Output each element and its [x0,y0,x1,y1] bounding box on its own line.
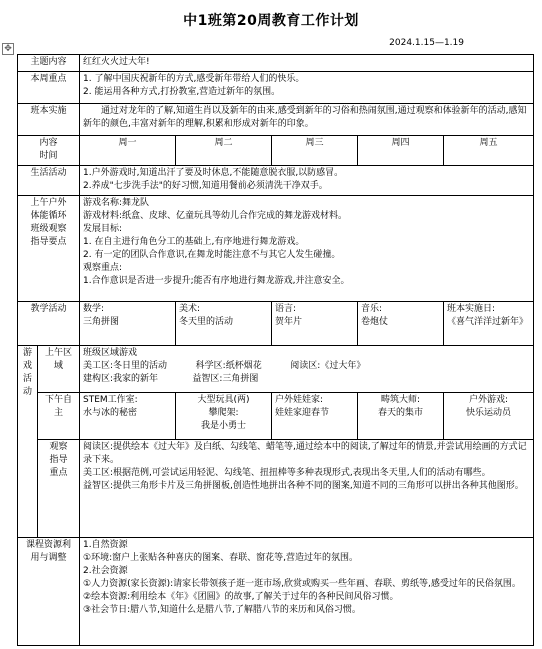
afternoon-cell-content: 我是小勇士 [201,421,247,431]
plan-table [17,54,534,646]
resources-line: ①环境:窗户上张贴各种喜庆的图案、春联、窗花等,营造过年的氛围。 [83,553,358,563]
class-impl-label: 班本实施 [18,104,80,136]
observe-line: 益智区:提供三角形卡片及三角拼图板,创造性地拼出各种不同的图案,知道不同的三角形可以拼出各种其他图形。 [83,481,524,491]
day-tuesday: 周二 [176,136,272,166]
class-impl-text: 通过对龙年的了解,知道生肖以及新年的由来,感受到新年的习俗和热闹氛围,通过观察和体验新年的活动,感知新年的颜色,丰富对新年的理解,积累和形成对新年的印象。 [80,104,534,136]
games-label [18,346,38,538]
afternoon-cell-content: 快乐运动员 [466,408,512,418]
class-impl-row [18,104,534,136]
games-afternoon-row [18,393,534,440]
daily-life-content [80,166,534,196]
teaching-subject: 语言: [275,304,297,314]
teaching-item [358,302,444,346]
focus-content [80,72,534,104]
outdoor-line: 游戏名称:舞龙队 [83,198,150,208]
afternoon-cell [176,393,272,440]
afternoon-cell [80,393,176,440]
teaching-content: 卷炮仗 [361,317,389,327]
outdoor-line: 2. 有一定的团队合作意识,在舞龙时能注意不与其它人发生碰撞。 [83,250,341,260]
afternoon-cell-content: 水与冰的秘密 [83,408,138,418]
daily-life-row [18,166,534,196]
outdoor-line: 发展目标: [83,224,123,234]
resources-line: ③社会节日:腊八节,知道什么是腊八节,了解腊八节的来历和风俗习惯。 [83,605,361,615]
afternoon-cell-title: STEM工作室: [83,395,138,405]
games-label-text: 游戏活动 [22,348,32,397]
outdoor-line: 游戏材料:纸盒、皮球、亿童玩具等幼儿合作完成的舞龙游戏材料。 [83,211,348,221]
focus-line: 2. 能运用各种方式,打扮教室,营造过新年的氛围。 [83,87,281,97]
afternoon-cell-title: 畴筑大师: [380,395,421,405]
resources-line: ①人力资源(家长资源):请家长带领孩子逛一逛市场,欣赏或购买一些年画、春联、剪纸等,感受过年的民俗氛围。 [83,579,521,589]
resources-content [80,538,534,646]
teaching-label: 教学活动 [18,302,80,346]
games-morning-row [18,346,534,393]
theme-value: 红红火火过大年! [80,55,534,72]
afternoon-cell-subtitle: 攀爬架: [208,408,239,418]
page-title: 中1班第20周教育工作计划 [183,13,359,29]
teaching-subject: 班本实施日: [447,304,496,314]
day-monday: 周一 [80,136,176,166]
daily-life-label: 生活活动 [18,166,80,196]
morning-line: 班级区域游戏 [83,348,138,358]
observe-line: 美工区:根据范例,可尝试运用轻泥、勾线笔、扭扭棒等多种表现形式,表现出冬天里,人们的活动有哪些。 [83,468,491,478]
afternoon-cell [358,393,444,440]
outdoor-line: 观察重点: [83,263,123,273]
teaching-subject: 美术: [179,304,201,314]
afternoon-cell-title: 户外娃娃家: [275,395,324,405]
outdoor-line: 1.合作意识是否进一步提升;能否有序地进行舞龙游戏,并注意安全。 [83,276,350,286]
daily-life-line: 1.户外游戏时,知道出汗了要及时休息,不能随意脱衣服,以防感冒。 [83,168,344,178]
theme-row [18,55,534,72]
games-morning-label: 上午区域 [38,346,80,393]
focus-line: 1. 了解中国庆祝新年的方式,感受新年带给人们的快乐。 [83,74,305,84]
table-move-handle-icon[interactable]: ✥ [2,43,14,55]
morning-line: 建构区:我家的新年 益智区:三角拼图 [83,374,259,384]
teaching-content: 三角拼图 [83,317,120,327]
outdoor-label: 上午户外体能循环班级观察指导要点 [18,196,80,302]
teaching-content: 冬天里的活动 [179,317,234,327]
schedule-header-row [18,136,534,166]
resources-label: 课程资源利用与调整 [18,538,80,646]
header-corner-cell [18,136,80,166]
games-morning-content [80,346,534,393]
outdoor-content [80,196,534,302]
outdoor-row [18,196,534,302]
resources-row [18,538,534,646]
teaching-item [272,302,358,346]
teaching-subject: 数学: [83,304,105,314]
day-friday: 周五 [444,136,534,166]
games-observe-row [18,440,534,538]
afternoon-cell-title: 大型玩具(两) [197,395,250,405]
resources-line: 2.社会资源 [83,566,128,576]
games-observe-label: 观察指导重点 [38,440,80,538]
focus-row [18,72,534,104]
header-time-label: 时间 [39,151,58,161]
day-wednesday: 周三 [272,136,358,166]
teaching-item [176,302,272,346]
teaching-item [80,302,176,346]
observe-line: 阅读区:提供绘本《过大年》及白纸、勾线笔、蜡笔等,通过绘本中的阅读,了解过年的情景,并尝试用绘画的方式记录下来。 [83,442,527,465]
teaching-content: 《喜气洋洋过新年》 [447,317,529,327]
morning-line: 美工区:冬日里的活动 科学区:纸杯烟花 阅读区:《过大年》 [83,361,366,371]
theme-label: 主题内容 [18,55,80,72]
header-content-label: 内容 [39,138,58,148]
teaching-subject: 音乐: [361,304,383,314]
afternoon-cell-title: 户外游戏: [469,395,509,405]
date-range: 2024.1.15—1.19 [389,38,464,48]
daily-life-line: 2.养成"七步洗手法"的好习惯,知道用餐前必须清洗干净双手。 [83,181,328,191]
teaching-content: 贺年片 [275,317,303,327]
outdoor-line: 1. 在自主进行角色分工的基础上,有序地进行舞龙游戏。 [83,237,305,247]
afternoon-cell-content: 春天的集市 [378,408,424,418]
afternoon-cell-content: 娃娃家迎春节 [275,408,330,418]
day-thursday: 周四 [358,136,444,166]
games-afternoon-label: 下午自主 [38,393,80,440]
resources-line: ②绘本资源:利用绘本《年》《团圆》的故事,了解关于过年的各种民间风俗习惯。 [83,592,399,602]
afternoon-cell [444,393,534,440]
teaching-item [444,302,534,346]
focus-label: 本周重点 [18,72,80,104]
resources-line: 1.自然资源 [83,540,128,550]
afternoon-cell [272,393,358,440]
teaching-row [18,302,534,346]
games-observe-content [80,440,534,538]
